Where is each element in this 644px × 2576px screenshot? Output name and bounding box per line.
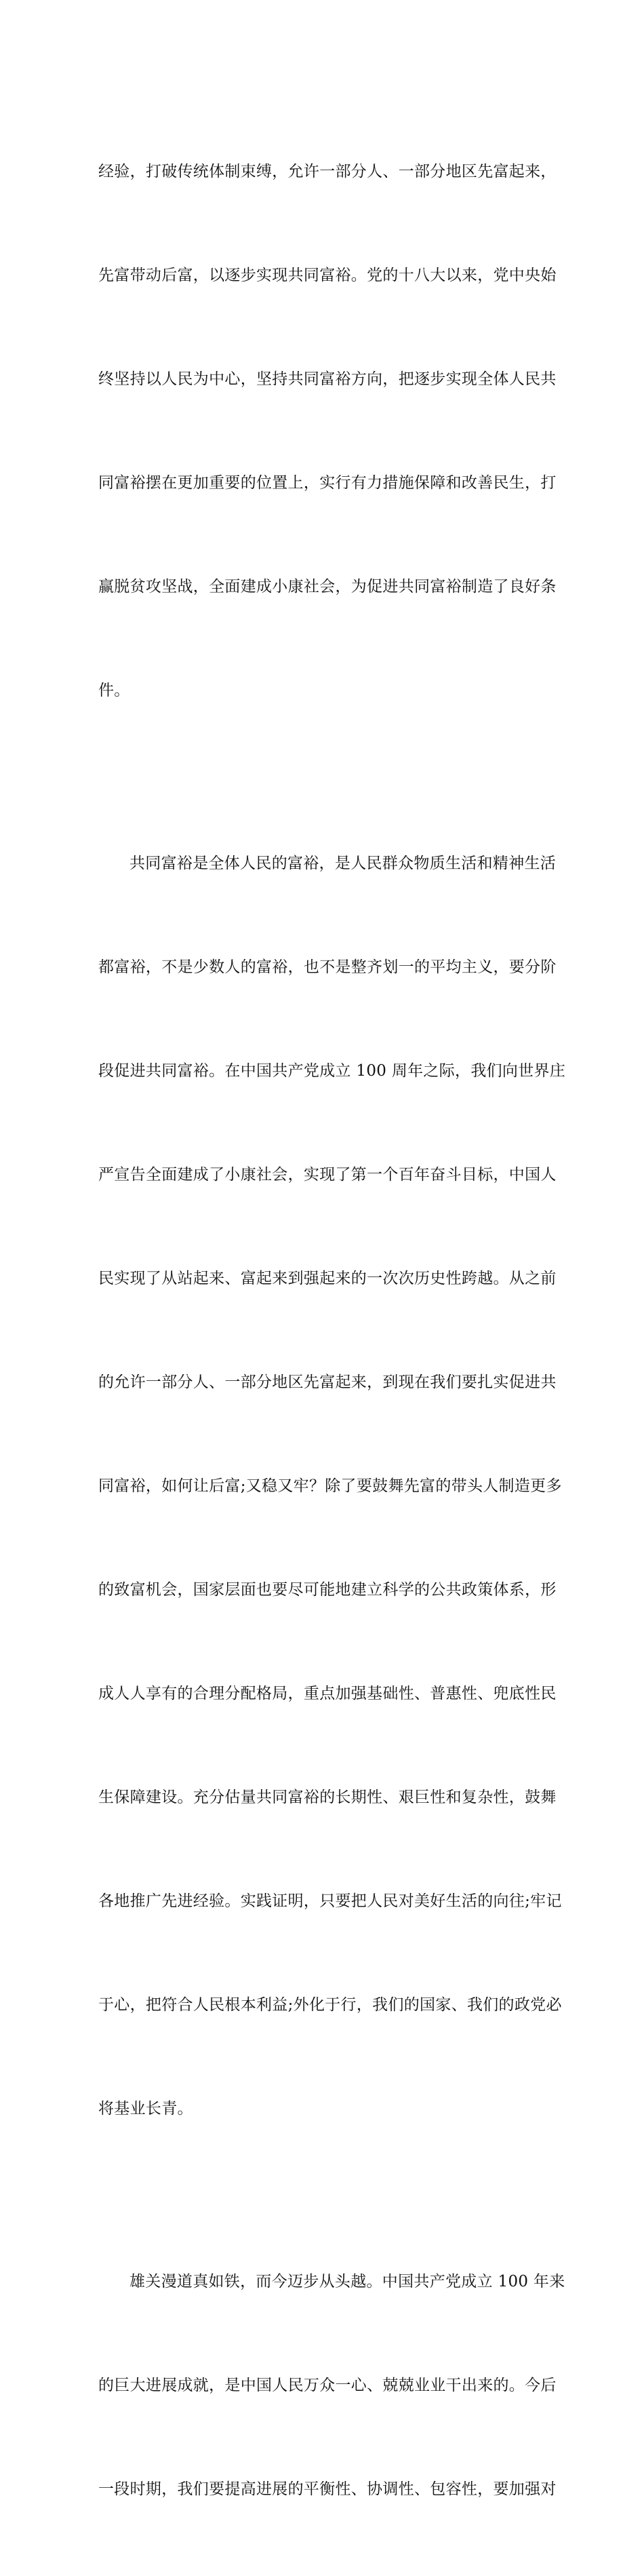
paragraph-2 [98,777,566,2196]
text-line: 先富带动后富，以逐步实现共同富裕。党的十八大以来，党中央始 [98,267,557,284]
text-line-first: 雄关漫道真如铁，而今迈步从头越。中国共产党成立 100 年来 [129,2273,565,2290]
paragraph-3 [98,2196,565,2576]
text-line: 经验，打破传统体制束缚，允许一部分人、一部分地区先富起来， [98,163,557,180]
text-line: 成人人享有的合理分配格局，重点加强基础性、普惠性、兜底性民 [98,1685,557,1702]
text-line: 严宣告全面建成了小康社会，实现了第一个百年奋斗目标，中国人 [98,1166,557,1184]
text-line: 段促进共同富裕。在中国共产党成立 100 周年之际，我们向世界庄 [98,1062,566,1080]
text-line: 各地推广先进经验。实践证明，只要把人民对美好生活的向往;牢记 [98,1892,562,1910]
text-line: 民实现了从站起来、富起来到强起来的一次次历史性跨越。从之前 [98,1270,557,1287]
text-line: 都富裕，不是少数人的富裕，也不是整齐划一的平均主义，要分阶 [98,958,557,976]
text-line: 一段时期，我们要提高进展的平衡性、协调性、包容性，要加强对 [98,2480,557,2498]
text-line: 件。 [98,682,130,699]
text-line: 于心，把符合人民根本利益;外化于行，我们的国家、我们的政党必 [98,1996,562,2014]
text-line: 同富裕摆在更加重要的位置上，实行有力措施保障和改善民生，打 [98,474,557,492]
text-line: 同富裕，如何让后富;又稳又牢？除了要鼓舞先富的带头人制造更多 [98,1477,562,1495]
text-line: 生保障建设。充分估量共同富裕的长期性、艰巨性和复杂性，鼓舞 [98,1789,557,1806]
text-line: 的致富机会，国家层面也要尽可能地建立科学的公共政策体系，形 [98,1581,557,1599]
text-line: 的允许一部分人、一部分地区先富起来，到现在我们要扎实促进共 [98,1373,557,1391]
document-body [98,85,566,2576]
text-line: 终坚持以人民为中心，坚持共同富裕方向，把逐步实现全体人民共 [98,370,557,388]
text-line: 的巨大进展成就，是中国人民万众一心、兢兢业业干出来的。今后 [98,2377,557,2394]
text-line: 赢脱贫攻坚战，全面建成小康社会，为促进共同富裕制造了良好条 [98,578,557,596]
text-line: 将基业长青。 [98,2100,193,2118]
paragraph-1 [98,85,557,777]
text-line-first: 共同富裕是全体人民的富裕，是人民群众物质生活和精神生活 [129,855,557,872]
